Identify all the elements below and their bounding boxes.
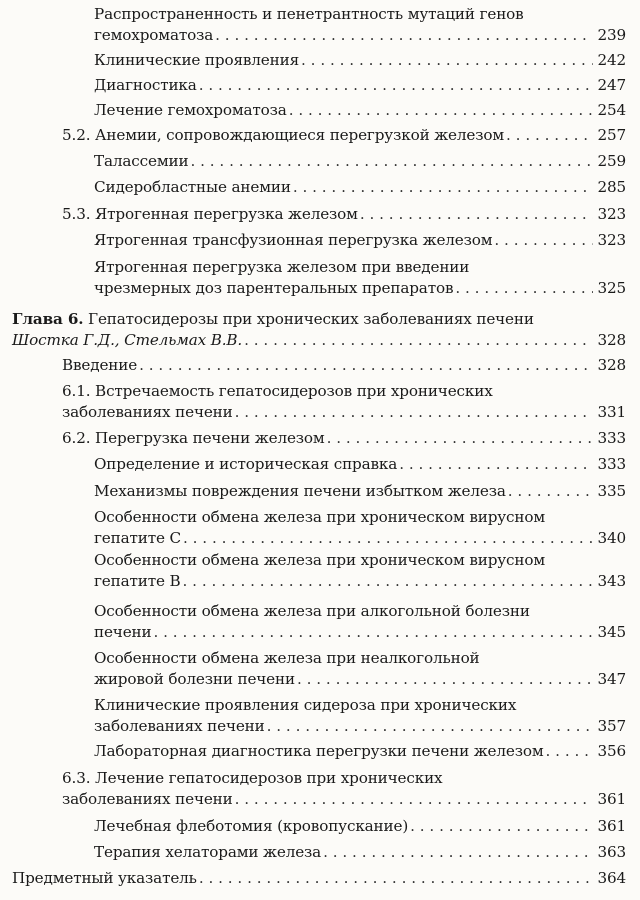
chapter-label: Глава 6. bbox=[12, 310, 84, 328]
chapter-authors: Шостка Г.Д., Стельмах В.В. bbox=[12, 331, 243, 349]
toc-entry[interactable] bbox=[62, 768, 626, 810]
toc-entry-title: Введение bbox=[62, 356, 138, 374]
toc-entry-title: Особенности обмена железа при неалкогольной bbox=[94, 649, 480, 667]
toc-entry-title: Особенности обмена железа при хроническом вирусном bbox=[94, 551, 546, 569]
dot-leader bbox=[199, 868, 594, 889]
page-number: 363 bbox=[597, 843, 626, 861]
toc-entry-title: гепатите В bbox=[94, 572, 181, 590]
toc-entry-title: 6.3. Лечение гепатосидерозов при хронических bbox=[62, 769, 443, 787]
chapter-entry[interactable] bbox=[12, 309, 626, 351]
page-number: 331 bbox=[597, 403, 626, 421]
page-number: 257 bbox=[597, 126, 626, 144]
toc-entry-title: Ятрогенная трансфузионная перегрузка железом bbox=[94, 231, 493, 249]
toc-entry[interactable] bbox=[94, 842, 626, 863]
dot-leader bbox=[327, 428, 594, 449]
dot-leader bbox=[235, 402, 594, 423]
toc-entry-title: 6.2. Перегрузка печени железом bbox=[62, 429, 325, 447]
dot-leader bbox=[360, 204, 594, 225]
page-number: 285 bbox=[597, 178, 626, 196]
toc-entry[interactable] bbox=[94, 100, 626, 121]
page-number: 345 bbox=[597, 623, 626, 641]
toc-entry[interactable] bbox=[94, 741, 626, 762]
toc-entry[interactable] bbox=[94, 151, 626, 172]
toc-entry[interactable] bbox=[94, 177, 626, 198]
dot-leader bbox=[455, 278, 593, 299]
toc-entry-title: Лечебная флеботомия (кровопускание) bbox=[94, 817, 409, 835]
page-number: 335 bbox=[597, 482, 626, 500]
dot-leader bbox=[399, 454, 593, 475]
dot-leader bbox=[139, 355, 593, 376]
toc-entry[interactable] bbox=[94, 50, 626, 71]
dot-leader bbox=[235, 789, 594, 810]
page-number: 361 bbox=[597, 817, 626, 835]
toc-entry-title: Клинические проявления bbox=[94, 51, 300, 69]
toc-entry-title: печени bbox=[94, 623, 152, 641]
toc-entry-title: заболеваниях печени bbox=[62, 790, 233, 808]
dot-leader bbox=[410, 816, 593, 837]
toc-entry[interactable] bbox=[94, 481, 626, 502]
dot-leader bbox=[494, 230, 593, 251]
page-number: 343 bbox=[597, 572, 626, 590]
page-number: 254 bbox=[597, 101, 626, 119]
toc-entry[interactable] bbox=[94, 257, 626, 299]
toc-entry[interactable] bbox=[94, 507, 626, 549]
page-number: 247 bbox=[597, 76, 626, 94]
page-number: 340 bbox=[597, 529, 626, 547]
toc-entry-title: заболеваниях печени bbox=[94, 717, 265, 735]
toc-entry-title: 5.2. Анемии, сопровождающиеся перегрузкой железом bbox=[62, 126, 505, 144]
toc-entry-title: Сидеробластные анемии bbox=[94, 178, 291, 196]
toc-entry[interactable] bbox=[94, 454, 626, 475]
page-number: 323 bbox=[597, 231, 626, 249]
toc-entry[interactable] bbox=[94, 695, 626, 737]
toc-entry[interactable] bbox=[62, 428, 626, 449]
dot-leader bbox=[183, 528, 593, 549]
page-number: 364 bbox=[597, 869, 626, 887]
dot-leader bbox=[323, 842, 593, 863]
toc-entry-title: 6.1. Встречаемость гепатосидерозов при хронических bbox=[62, 382, 493, 400]
toc-entry-title: Механизмы повреждения печени избытком железа bbox=[94, 482, 506, 500]
toc-entry-title: Терапия хелаторами железа bbox=[94, 843, 322, 861]
toc-entry[interactable] bbox=[62, 204, 626, 225]
page-number: 333 bbox=[597, 455, 626, 473]
page-number: 259 bbox=[597, 152, 626, 170]
toc-entry[interactable] bbox=[94, 230, 626, 251]
toc-entry-title: 5.3. Ятрогенная перегрузка железом bbox=[62, 205, 358, 223]
dot-leader bbox=[183, 571, 594, 592]
toc-entry-title: Диагностика bbox=[94, 76, 197, 94]
toc-entry-title: Особенности обмена железа при хроническом вирусном bbox=[94, 508, 546, 526]
toc-entry-title: заболеваниях печени bbox=[62, 403, 233, 421]
dot-leader bbox=[267, 716, 594, 737]
toc-entry[interactable] bbox=[62, 125, 626, 146]
toc-entry-title: Клинические проявления сидероза при хронических bbox=[94, 696, 517, 714]
toc-entry-title: Определение и историческая справка bbox=[94, 455, 398, 473]
dot-leader bbox=[244, 330, 593, 351]
page-number: 325 bbox=[597, 279, 626, 297]
toc-entry[interactable] bbox=[94, 550, 626, 592]
toc-entry-title: жировой болезни печени bbox=[94, 670, 295, 688]
toc-entry[interactable] bbox=[94, 601, 626, 643]
dot-leader bbox=[293, 177, 594, 198]
page-number: 328 bbox=[597, 356, 626, 374]
page-number: 323 bbox=[597, 205, 626, 223]
toc-entry-title: гемохроматоза bbox=[94, 26, 214, 44]
toc-entry[interactable] bbox=[62, 355, 626, 376]
toc-entry-title: гепатите С bbox=[94, 529, 181, 547]
chapter-title: Гепатосидерозы при хронических заболеваниях печени bbox=[83, 310, 534, 328]
page-number: 239 bbox=[597, 26, 626, 44]
toc-entry[interactable] bbox=[94, 648, 626, 690]
dot-leader bbox=[508, 481, 594, 502]
toc-entry-title: чрезмерных доз парентеральных препаратов bbox=[94, 279, 454, 297]
toc-entry[interactable] bbox=[94, 816, 626, 837]
toc-entry[interactable] bbox=[94, 75, 626, 96]
page-number: 333 bbox=[597, 429, 626, 447]
dot-leader bbox=[546, 741, 594, 762]
toc-entry-title: Талассемии bbox=[94, 152, 189, 170]
dot-leader bbox=[289, 100, 594, 121]
page-number: 361 bbox=[597, 790, 626, 808]
toc-entry-title: Лабораторная диагностика перегрузки печени железом bbox=[94, 742, 544, 760]
dot-leader bbox=[301, 50, 593, 71]
dot-leader bbox=[199, 75, 594, 96]
toc-entry[interactable] bbox=[62, 381, 626, 423]
toc-entry-title: Лечение гемохроматоза bbox=[94, 101, 287, 119]
dot-leader bbox=[297, 669, 593, 690]
dot-leader bbox=[190, 151, 593, 172]
toc-entry-title: Особенности обмена железа при алкогольной болезни bbox=[94, 602, 530, 620]
dot-leader bbox=[506, 125, 593, 146]
toc-entry-index[interactable] bbox=[12, 868, 626, 889]
page-number: 328 bbox=[597, 331, 626, 349]
dot-leader bbox=[154, 622, 594, 643]
dot-leader bbox=[215, 25, 593, 46]
page-number: 242 bbox=[597, 51, 626, 69]
page-number: 357 bbox=[597, 717, 626, 735]
toc-entry-title: Распространенность и пенетрантность мутаций генов bbox=[94, 5, 524, 23]
toc-entry-title: Предметный указатель bbox=[12, 869, 197, 887]
toc-entry-title: Ятрогенная перегрузка железом при введении bbox=[94, 258, 470, 276]
page-number: 347 bbox=[597, 670, 626, 688]
page-number: 356 bbox=[597, 742, 626, 760]
toc-entry[interactable] bbox=[94, 4, 626, 46]
